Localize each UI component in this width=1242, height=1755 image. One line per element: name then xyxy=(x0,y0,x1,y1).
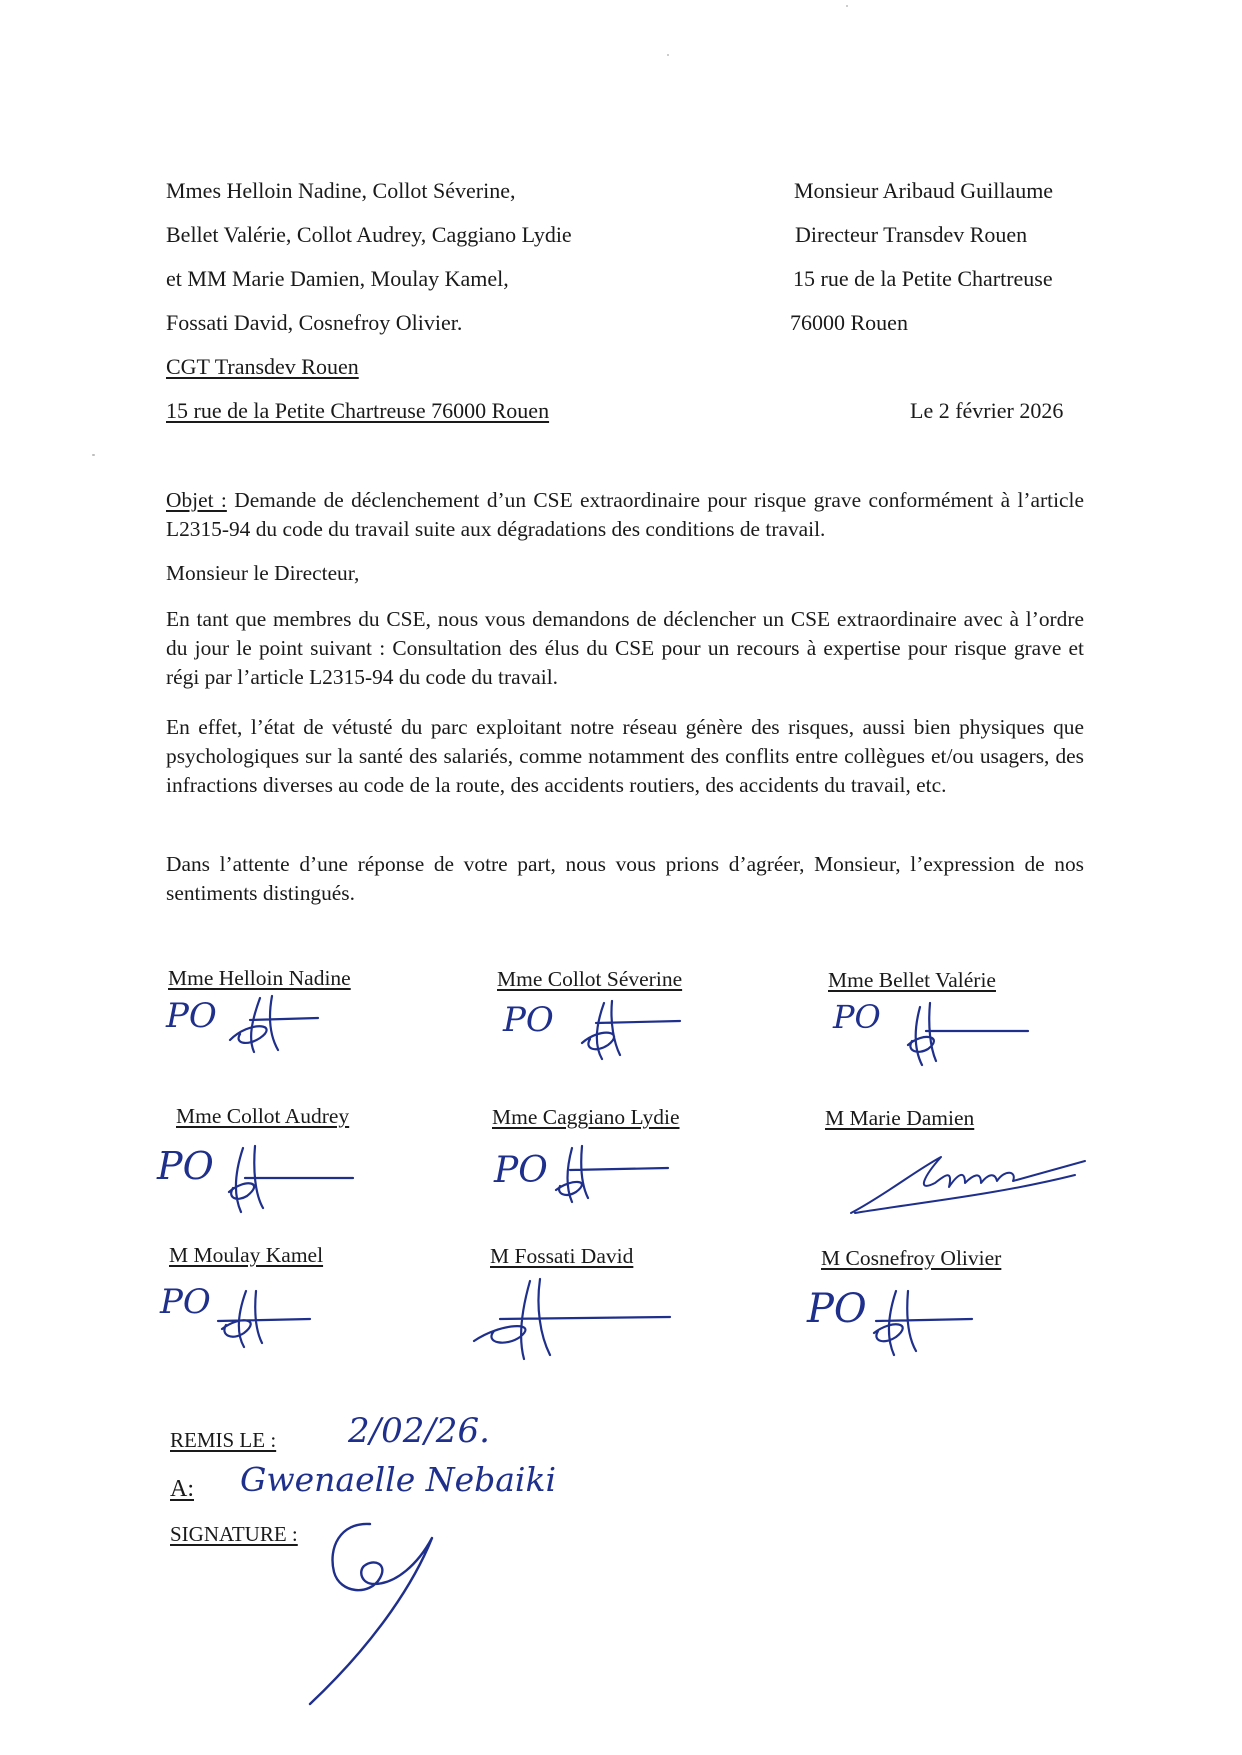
signature-mark xyxy=(210,1285,320,1355)
signatory-name: M Cosnefroy Olivier xyxy=(821,1246,1002,1270)
signatory-name: Mme Helloin Nadine xyxy=(168,966,351,990)
signature-po-annotation: PO xyxy=(494,1150,548,1191)
signature-mark xyxy=(845,1135,1090,1220)
signatory-name: Mme Collot Audrey xyxy=(176,1104,350,1128)
sender-line: Bellet Valérie, Collot Audrey, Caggiano Lydie xyxy=(166,222,572,247)
recipient-city: 76000 Rouen xyxy=(790,310,908,335)
signatory-name: M Moulay Kamel xyxy=(169,1243,324,1267)
body-paragraph: En effet, l’état de vétusté du parc exploitant notre réseau génère des risques, aussi bien physiques que psychologiques sur la santé des salariés, comme notamment des conflits entre collègues et/ou usagers, des infractions diverses au code de la route, des accidents routiers, des accidents du travail, etc. xyxy=(166,715,1084,797)
receipt-a-value: Gwenaelle Nebaiki xyxy=(240,1460,557,1499)
scan-speck xyxy=(667,54,669,56)
receipt-a-label: A: xyxy=(170,1476,194,1502)
sender-line: Fossati David, Cosnefroy Olivier. xyxy=(166,310,463,335)
letter-date: Le 2 février 2026 xyxy=(910,398,1064,423)
receipt-signature-label: SIGNATURE : xyxy=(170,1522,298,1546)
scan-speck xyxy=(846,5,848,7)
signatory-name: M Fossati David xyxy=(490,1244,634,1268)
receipt-remis-value: 2/02/26. xyxy=(348,1411,490,1451)
signature-po-annotation: PO xyxy=(166,996,217,1036)
subject-text: Demande de déclenchement d’un CSE extraordinaire pour risque grave conformément à l’article L2315-94 du code du travail suite aux dégradations des conditions de travail. xyxy=(166,488,1084,541)
signatory-name: Mme Caggiano Lydie xyxy=(492,1105,680,1129)
signature-po-annotation: PO xyxy=(807,1286,867,1332)
sender-address: 15 rue de la Petite Chartreuse 76000 Rouen xyxy=(166,398,550,423)
recipient-name: Monsieur Aribaud Guillaume xyxy=(794,178,1054,203)
receipt-signature-mark xyxy=(300,1518,460,1713)
signature-po-annotation: PO xyxy=(833,998,881,1036)
sender-organization: CGT Transdev Rouen xyxy=(166,354,359,379)
signature-mark xyxy=(900,995,1035,1075)
signatory-name: M Marie Damien xyxy=(825,1106,975,1130)
body-paragraph: Dans l’attente d’une réponse de votre part, nous vous prions d’agréer, Monsieur, l’expression de nos sentiments distingués. xyxy=(166,852,1084,905)
signature-mark xyxy=(470,1275,680,1365)
signatory-name: Mme Bellet Valérie xyxy=(828,968,996,992)
sender-line: et MM Marie Damien, Moulay Kamel, xyxy=(166,266,509,291)
signature-mark xyxy=(190,990,330,1060)
signature-mark xyxy=(550,1140,675,1210)
recipient-street: 15 rue de la Petite Chartreuse xyxy=(793,266,1053,291)
signature-po-annotation: PO xyxy=(503,1000,554,1040)
body-paragraph: En tant que membres du CSE, nous vous demandons de déclencher un CSE extraordinaire avec à l’ordre du jour le point suivant : Consultation des élus du CSE pour un recours à expertise pour risque grave et régi par l’article L2315-94 du code du travail. xyxy=(166,607,1084,689)
signature-po-annotation: PO xyxy=(157,1144,214,1188)
signature-po-annotation: PO xyxy=(160,1282,211,1322)
signatory-name: Mme Collot Séverine xyxy=(497,967,683,991)
salutation: Monsieur le Directeur, xyxy=(166,561,360,585)
recipient-title: Directeur Transdev Rouen xyxy=(795,222,1028,247)
subject-label: Objet : xyxy=(166,488,227,512)
receipt-remis-label: REMIS LE : xyxy=(170,1428,277,1452)
sender-line: Mmes Helloin Nadine, Collot Séverine, xyxy=(166,178,516,203)
scan-speck xyxy=(92,454,95,456)
signature-mark xyxy=(860,1285,980,1365)
signature-mark xyxy=(225,1140,360,1220)
signature-mark xyxy=(560,995,690,1065)
subject xyxy=(166,486,1084,544)
